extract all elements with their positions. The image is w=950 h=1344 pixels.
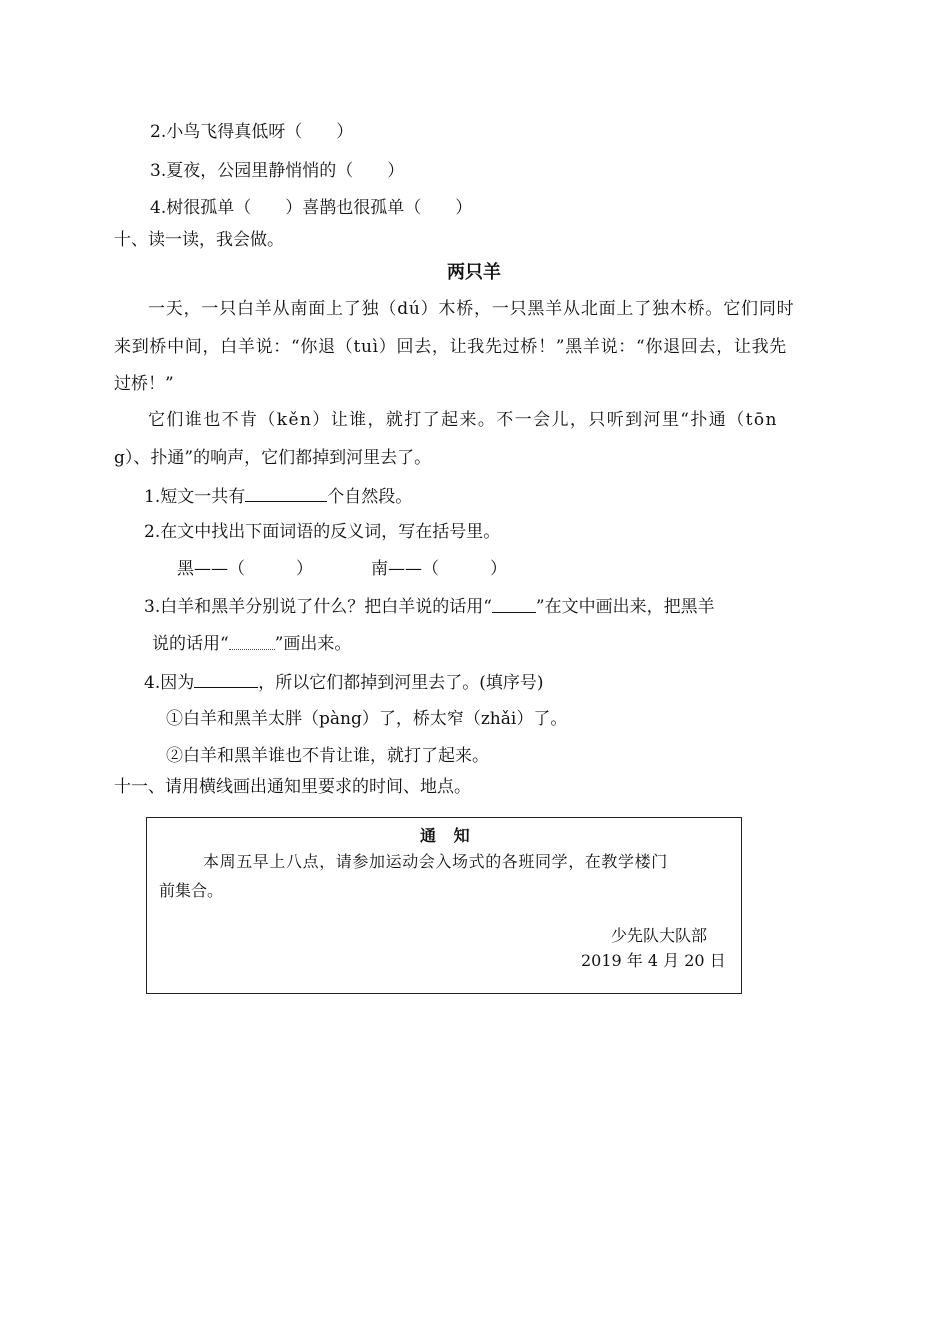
notice-signer: 少先队大队部: [611, 926, 708, 945]
notice-date: 2019 年 4 月 20 日: [581, 951, 726, 970]
q10-heading: 十、读一读，我会做。: [114, 230, 284, 250]
q11-heading: 十一、请用横线画出通知里要求的时间、地点。: [114, 777, 471, 797]
q9-item-2: 2.小鸟飞得真低呀（ ）: [150, 122, 354, 142]
notice-box: [146, 817, 742, 994]
sub-question-2: 2.在文中找出下面词语的反义词，写在括号里。: [144, 522, 501, 542]
sub-question-4: [144, 671, 544, 693]
answer-blank[interactable]: [245, 485, 327, 502]
sub-question-1-text: 1.短文一共有: [144, 487, 246, 507]
sub-question-3-text2: 说的话用“: [152, 634, 229, 654]
sub-question-4-suffix: ，所以它们都掉到河里去了。(填序号): [258, 673, 544, 693]
antonym-south: 南——（ ）: [371, 559, 507, 579]
story-para1-line2: 来到桥中间，白羊说：“你退（tuì）回去，让我先过桥！”黑羊说：“你退回去，让我先: [114, 337, 787, 357]
story-para2-line2: g）、扑通”的响声，它们都掉到河里去了。: [114, 448, 432, 468]
sub-question-3-text: 3.白羊和黑羊分别说了什么？把白羊说的话用“: [144, 597, 492, 617]
story-para1-line3: 过桥！”: [114, 374, 174, 394]
q9-item-3: 3.夏夜，公园里静悄悄的（ ）: [150, 161, 405, 181]
sub-question-3-text2-cont: ”画出来。: [274, 634, 352, 654]
straight-line-mark: [492, 602, 536, 613]
story-para1-line1: 一天，一只白羊从南面上了独（dú）木桥，一只黑羊从北面上了独木桥。它们同时: [148, 299, 795, 319]
sub-question-4-text: 4.因为: [144, 673, 195, 693]
sub-question-1: [144, 485, 412, 507]
option-2: ②白羊和黑羊谁也不肯让谁，就打了起来。: [166, 746, 489, 766]
sub-question-3-line1: [144, 597, 715, 617]
answer-blank[interactable]: [194, 671, 258, 688]
story-title: 两只羊: [447, 262, 501, 283]
notice-body-line2: 前集合。: [159, 881, 224, 900]
sub-question-3-line2: [152, 634, 351, 654]
q9-item-4: 4.树很孤单（ ）喜鹊也很孤单（ ）: [150, 198, 473, 218]
option-1: ①白羊和黑羊太胖（pàng）了，桥太窄（zhǎi）了。: [166, 709, 568, 729]
sub-question-3-text-cont: ”在文中画出来，把黑羊: [535, 597, 715, 617]
sub-question-1-suffix: 个自然段。: [327, 487, 413, 507]
story-para2-line1: 它们谁也不肯（kěn）让谁，就打了起来。不一会儿，只听到河里“扑通（tōn: [148, 410, 778, 430]
antonym-black: 黑——（ ）: [177, 559, 313, 579]
notice-body-line1: 本周五早上八点，请参加运动会入场式的各班同学，在教学楼门: [203, 852, 668, 871]
notice-title: 通 知: [420, 826, 476, 845]
wavy-line-mark: [229, 639, 275, 650]
